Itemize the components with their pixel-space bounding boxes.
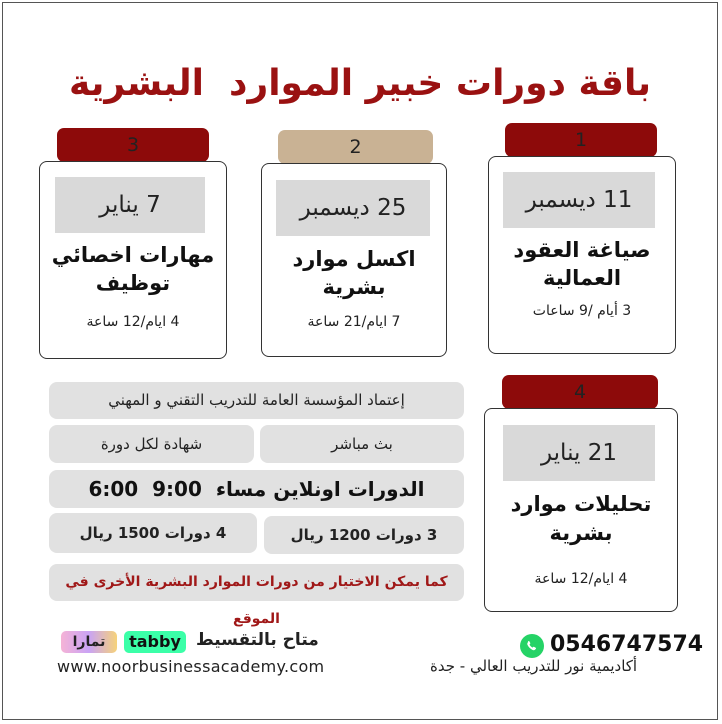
- whatsapp-icon[interactable]: [520, 634, 544, 658]
- offer-3-courses-pill: [264, 516, 464, 554]
- whatsapp-phone-glyph: [520, 634, 544, 658]
- academy-name: أكاديمية نور للتدريب العالي - جدة: [430, 657, 638, 675]
- course-1-card: [488, 156, 676, 354]
- course-2-number: 2: [349, 136, 362, 158]
- course-1-name-line1: صياغة العقود: [513, 238, 651, 262]
- tamara-logo: [61, 631, 117, 653]
- certificate-pill: [49, 425, 254, 463]
- course-2-duration: 7 ايام/21 ساعة: [307, 314, 401, 330]
- course-3-number: 3: [126, 134, 140, 156]
- course-4-date: 21 يناير: [503, 425, 655, 481]
- course-3-date: 7 يناير: [55, 177, 205, 233]
- course-1-duration: 3 أيام /9 ساعات: [532, 303, 632, 319]
- course-3-name-line2: توظيف: [95, 271, 171, 295]
- live-broadcast-pill: [260, 425, 464, 463]
- course-1-name-line2: العمالية: [542, 266, 622, 290]
- installments-label: متاح بالتقسيط: [196, 630, 319, 650]
- course-4-duration: 4 ايام/12 ساعة: [534, 571, 628, 587]
- certificate-text: شهادة لكل دورة: [100, 435, 203, 453]
- tabby-text: tabby: [129, 632, 181, 651]
- course-4-number: 4: [573, 381, 587, 403]
- course-3-number-tab: [57, 128, 209, 162]
- course-2-card: [261, 163, 447, 357]
- page-title: باقة دورات خبير الموارد البشرية: [69, 63, 651, 104]
- accreditation-text: إعتماد المؤسسة العامة للتدريب التقني و المهني: [108, 391, 405, 409]
- course-4-name-line2: بشرية: [549, 521, 613, 545]
- tamara-text: تمارا: [72, 634, 106, 650]
- offer-4-courses-pill: [49, 513, 257, 553]
- course-2-date: 25 ديسمبر: [276, 180, 430, 236]
- offer-3-courses-text: 3 دورات 1200 ريال: [290, 526, 438, 544]
- course-2-name-line1: اكسل موارد: [292, 247, 416, 271]
- offer-4-courses-text: 4 دورات 1500 ريال: [79, 524, 227, 542]
- course-3-name-line1: مهارات اخصائي: [51, 243, 215, 267]
- course-3-duration: 4 ايام/12 ساعة: [86, 314, 180, 330]
- course-1-date: 11 ديسمبر: [503, 172, 655, 228]
- note-pill: [49, 564, 464, 627]
- course-2-name-line2: بشرية: [322, 275, 386, 299]
- course-4-number-tab: [502, 375, 658, 409]
- course-1-number: 1: [574, 129, 588, 151]
- accreditation-pill: [49, 382, 464, 419]
- course-1-number-tab: [505, 123, 657, 157]
- tabby-logo: [124, 631, 186, 653]
- course-4-card: [484, 408, 678, 612]
- course-2-number-tab: [278, 130, 433, 164]
- online-time-pill: [49, 470, 464, 508]
- live-broadcast-text: بث مباشر: [331, 435, 393, 453]
- course-3-card: [39, 161, 227, 359]
- online-time-text: الدورات اونلاين مساء 9:00 6:00: [88, 477, 425, 501]
- phone-number[interactable]: 0546747574: [550, 632, 704, 657]
- website-link[interactable]: www.noorbusinessacademy.com: [57, 657, 325, 676]
- note-text: كما يمكن الاختيار من دورات الموارد البشرية الأخرى في الموقع: [65, 574, 448, 627]
- course-4-name-line1: تحليلات موارد: [510, 492, 652, 516]
